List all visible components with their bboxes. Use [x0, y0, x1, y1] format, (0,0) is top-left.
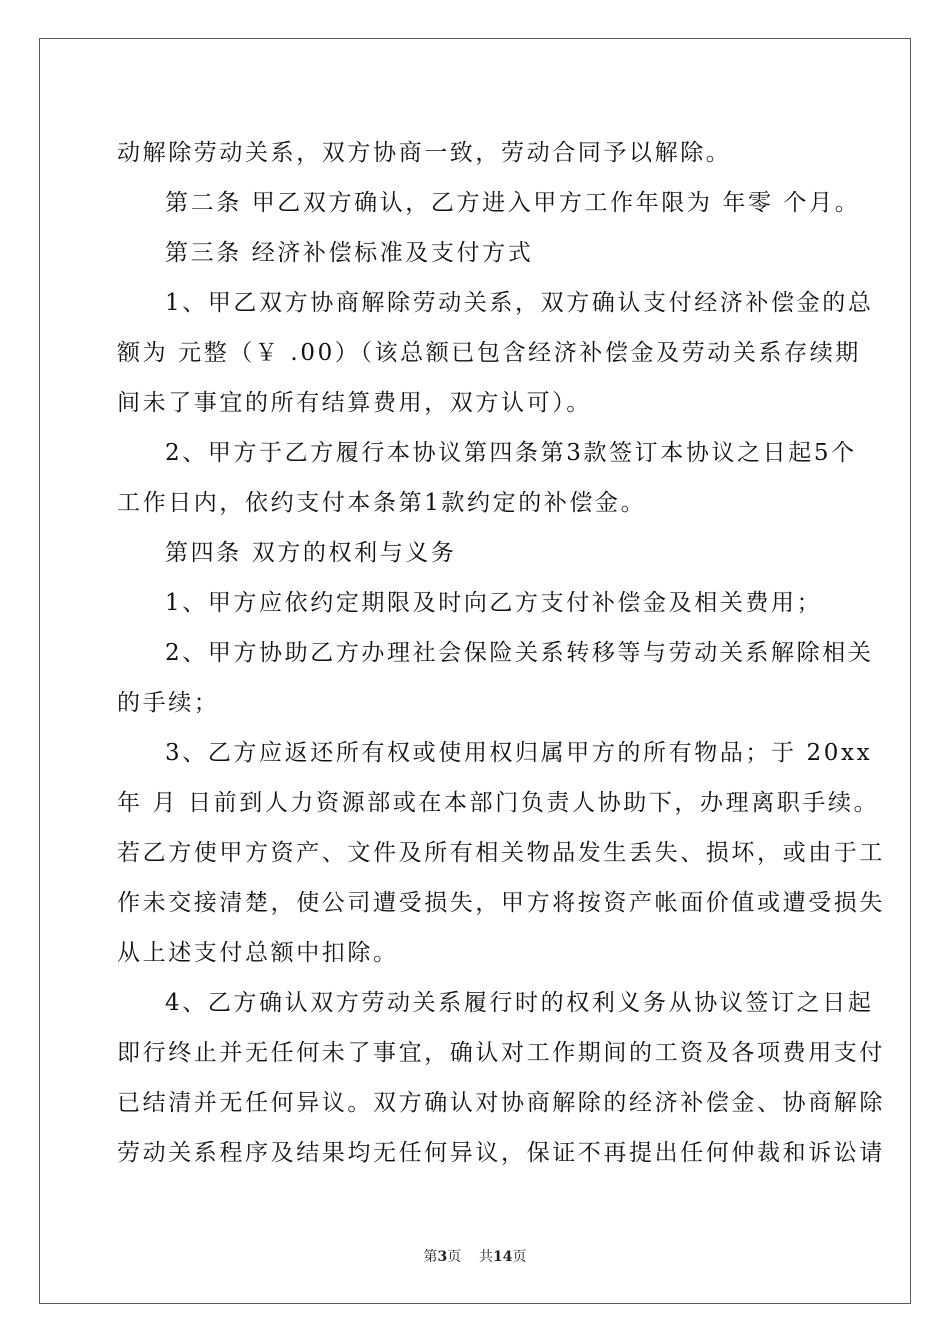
text-line: 的手续； [117, 690, 220, 716]
text-line: 4、乙方确认双方劳动关系履行时的权利义务从协议签订之日起 [165, 990, 874, 1016]
text-line: 1、甲乙双方协商解除劳动关系，双方确认支付经济补偿金的总 [165, 290, 874, 316]
total-pages: 14 [493, 1249, 513, 1265]
text-line: 间未了事宜的所有结算费用，双方认可）。 [117, 390, 592, 416]
total-prefix: 共 [479, 1249, 494, 1265]
page-suffix: 页 [447, 1249, 462, 1265]
text-line: 已结清并无任何异议。双方确认对协商解除的经济补偿金、协商解除 [117, 1090, 885, 1116]
text-line: 作未交接清楚，使公司遭受损失，甲方将按资产帐面价值或遭受损失 [117, 890, 885, 916]
text-line: 额为 元整（￥ .00）（该总额已包含经济补偿金及劳动关系存续期 [117, 340, 861, 366]
text-line: 1、甲方应依约定期限及时向乙方支付补偿金及相关费用； [165, 590, 823, 616]
text-line: 2、甲方协助乙方办理社会保险关系转移等与劳动关系解除相关 [165, 640, 874, 666]
text-line: 从上述支付总额中扣除。 [117, 940, 399, 966]
text-line: 第三条 经济补偿标准及支付方式 [165, 240, 534, 266]
text-line: 动解除劳动关系，双方协商一致，劳动合同予以解除。 [117, 140, 732, 166]
text-line: 3、乙方应返还所有权或使用权归属甲方的所有物品；于 20xx [165, 740, 873, 766]
text-line: 若乙方使甲方资产、文件及所有相关物品发生丢失、损坏，或由于工 [117, 840, 885, 866]
text-line: 年 月 日前到人力资源部或在本部门负责人协助下，办理离职手续。 [117, 790, 880, 816]
page-footer [0, 1246, 950, 1266]
text-line: 即行终止并无任何未了事宜，确认对工作期间的工资及各项费用支付 [117, 1040, 885, 1066]
page-number: 3 [437, 1249, 448, 1265]
text-line: 2、甲方于乙方履行本协议第四条第3款签订本协议之日起5个 [165, 440, 857, 466]
text-line: 第四条 双方的权利与义务 [165, 540, 457, 566]
text-line: 劳动关系程序及结果均无任何异议，保证不再提出任何仲裁和诉讼请 [117, 1140, 885, 1166]
paragraph-text [117, 128, 885, 1178]
text-line: 工作日内，依约支付本条第1款约定的补偿金。 [117, 490, 647, 516]
document-body [117, 128, 885, 1178]
text-line: 第二条 甲乙双方确认，乙方进入甲方工作年限为 年零 个月。 [165, 190, 861, 216]
page-prefix: 第 [423, 1249, 438, 1265]
total-suffix: 页 [512, 1249, 527, 1265]
